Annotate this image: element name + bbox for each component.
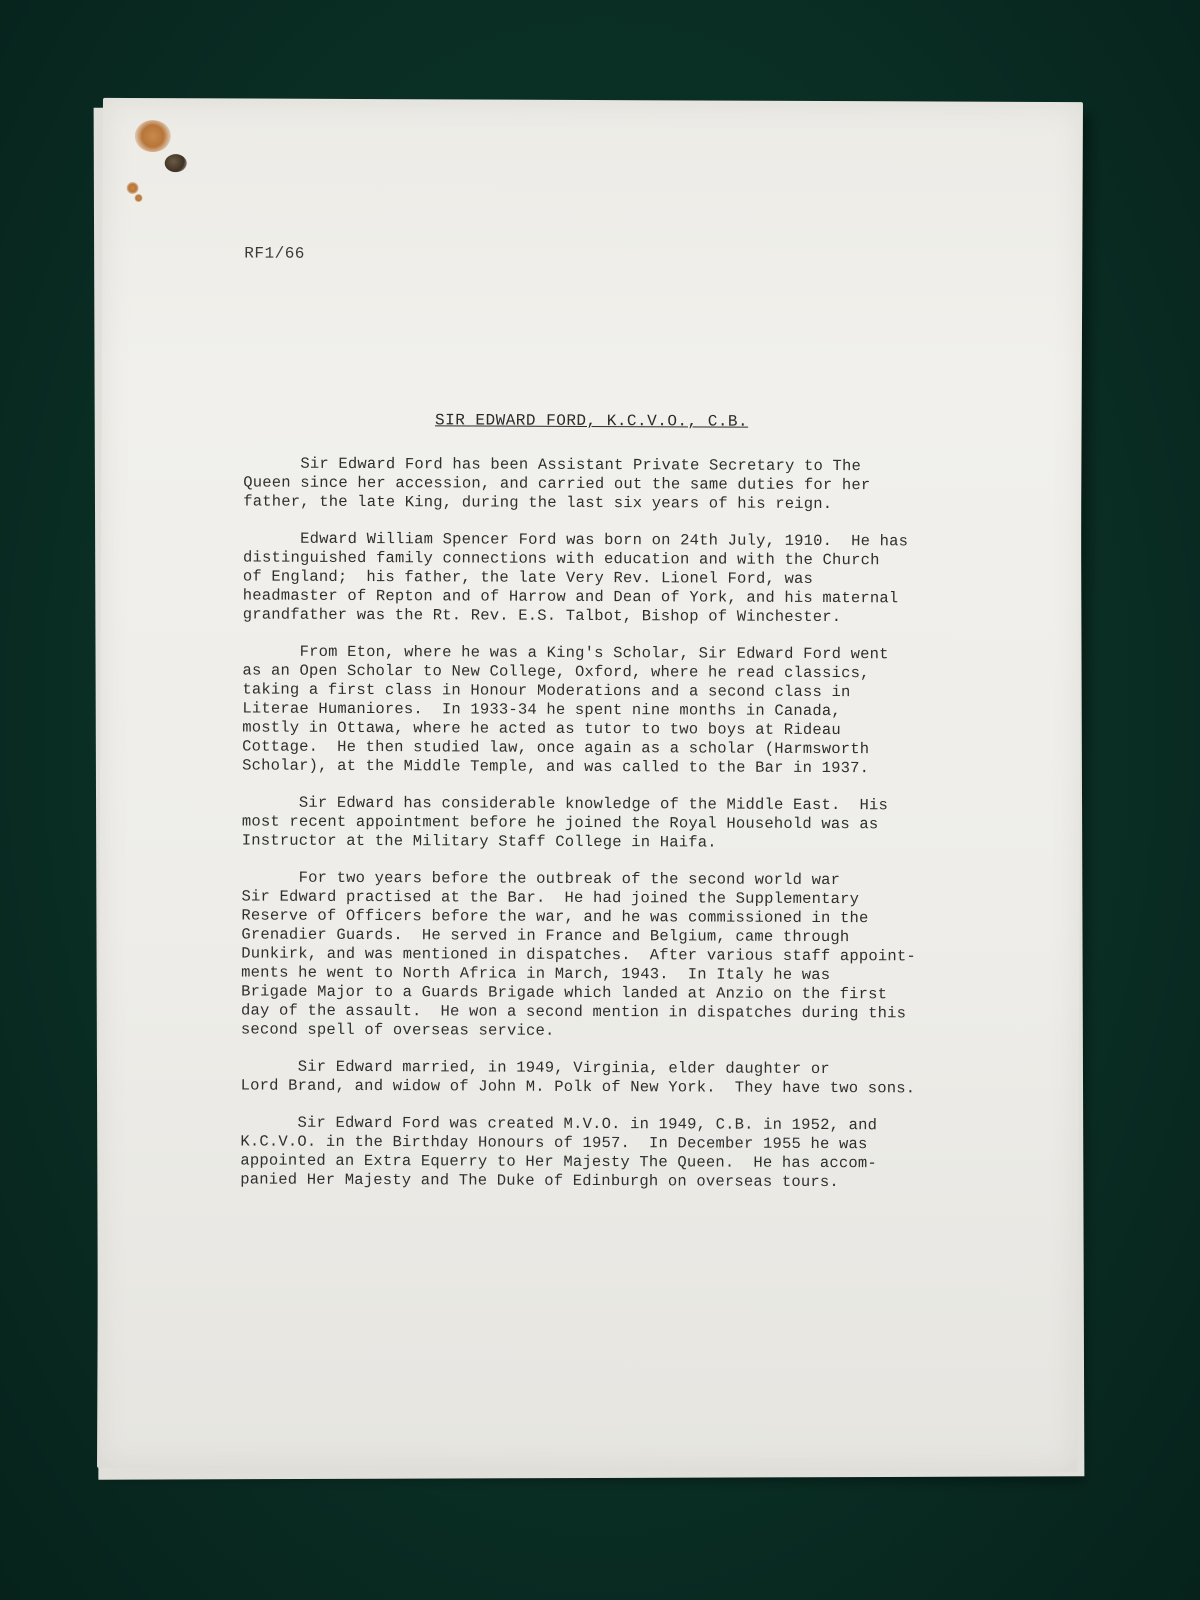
paragraph-4: Sir Edward has considerable knowledge of the Middle East. His most recent appointment before he joined the Royal Household was as Instructor at the Military Staff College in Haifa. xyxy=(241,793,889,852)
document-title: SIR EDWARD FORD, K.C.V.O., C.B. xyxy=(434,411,749,431)
document-body xyxy=(240,454,933,1210)
typed-document-page xyxy=(97,98,1083,1472)
rust-stain-tiny xyxy=(135,194,143,202)
paragraph-7: Sir Edward Ford was created M.V.O. in 1949, C.B. in 1952, and K.C.V.O. in the Birthday Honours of 1957. In December 1955 he was appointed an Extra Equerry to Her Majesty The Queen. He has accom- panied Her Majesty and The Duke of Edinburgh on overseas tours. xyxy=(240,1113,878,1192)
paragraph-6: Sir Edward married, in 1949, Virginia, elder daughter or Lord Brand, and widow of John M. Polk of New York. They have two sons. xyxy=(240,1057,916,1098)
rust-stain-small xyxy=(127,182,139,194)
rust-stain-large xyxy=(135,120,171,152)
paragraph-1: Sir Edward Ford has been Assistant Private Secretary to The Queen since her accession, and carried out the same duties for her father, the late King, during the last six years of his reign. xyxy=(243,454,871,514)
reference-number: RF1/66 xyxy=(244,244,305,263)
paragraph-5: For two years before the outbreak of the second world war Sir Edward practised at the Bar. He had joined the Supplementary Reserve of Officers before the war, and he was commissioned in the Grenadier Guards. He served in France and Belgium, came through Dunkirk, and was mentioned in dispatches. After various staff appoint- ments he went to North Africa in March, 1943. In Italy he was Brigade Major to a Guards Brigade which landed at Anzio on the first day of the assault. He won a second mention in dispatches during this second spell of overseas service. xyxy=(240,868,916,1040)
paragraph-2: Edward William Spencer Ford was born on 24th July, 1910. He has distinguished family connections with education and with the Church of England; his father, the late Very Rev. Lionel Ford, was headmaster of Repton and of Harrow and Dean of York, and his maternal grandfather was the Rt. Rev. E.S. Talbot, Bishop of Winchester. xyxy=(242,529,909,627)
punch-hole xyxy=(165,154,187,172)
paragraph-3: From Eton, where he was a King's Scholar, Sir Edward Ford went as an Open Scholar to New College, Oxford, where he read classics, taking a first class in Honour Moderations and a second class in Literae Humaniores. In 1933-34 he spent nine months in Canada, mostly in Ottawa, where he acted as tutor to two boys at Rideau Cottage. He then studied law, once again as a scholar (Harmsworth Scholar), at the Middle Temple, and was called to the Bar in 1937. xyxy=(242,642,889,778)
